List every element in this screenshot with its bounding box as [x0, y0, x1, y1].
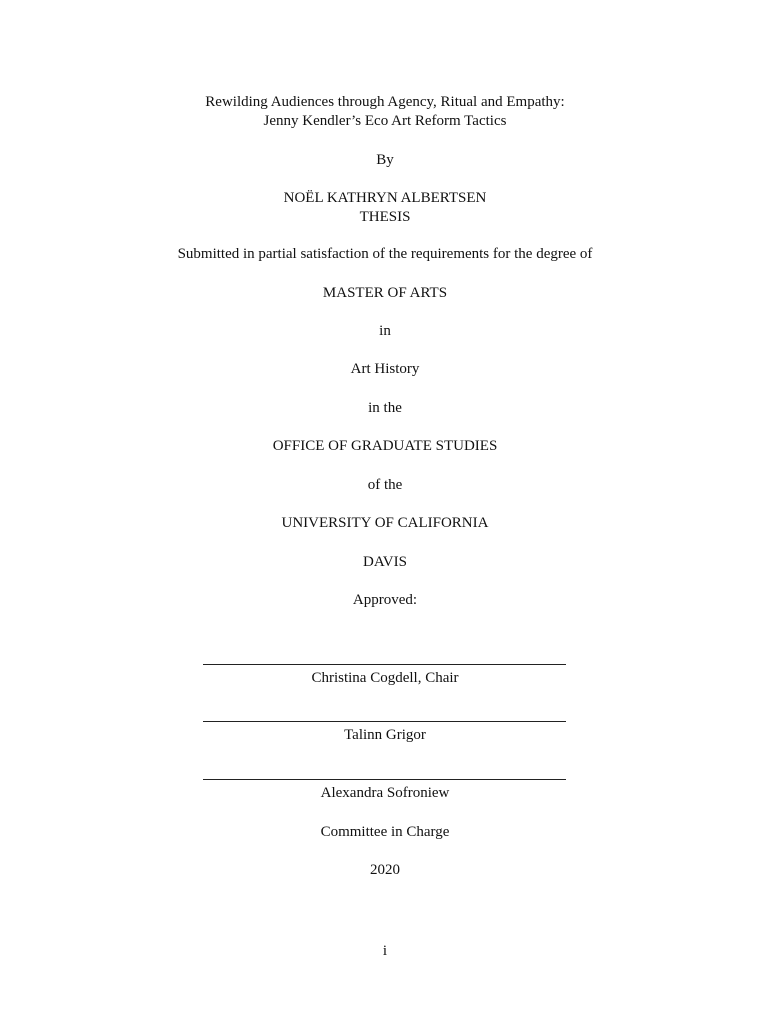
degree-name: MASTER OF ARTS	[322, 285, 448, 301]
of-the-text: of the	[367, 477, 403, 493]
by-label: By	[376, 152, 394, 168]
approved-label: Approved:	[352, 592, 418, 608]
committee-member-chair: Christina Cogdell, Chair	[311, 670, 459, 686]
title-line-1: Rewilding Audiences through Agency, Ritual and Empathy:	[205, 94, 565, 110]
in-the-text: in the	[368, 400, 402, 416]
page-number: i	[382, 943, 388, 959]
committee-member: Alexandra Sofroniew	[320, 785, 450, 801]
signature-line	[203, 779, 566, 780]
campus-name: DAVIS	[363, 554, 407, 570]
signature-line	[203, 664, 566, 665]
signature-line	[203, 721, 566, 722]
author-name: NOËL KATHRYN ALBERTSEN	[283, 190, 487, 206]
committee-label: Committee in Charge	[320, 824, 450, 840]
title-line-2: Jenny Kendler’s Eco Art Reform Tactics	[263, 113, 507, 129]
committee-member: Talinn Grigor	[344, 727, 426, 743]
office-name: OFFICE OF GRADUATE STUDIES	[272, 438, 498, 454]
submission-statement: Submitted in partial satisfaction of the requirements for the degree of	[177, 246, 593, 262]
field-of-study: Art History	[350, 361, 420, 377]
document-type: THESIS	[359, 209, 411, 225]
year: 2020	[370, 862, 400, 878]
university-name: UNIVERSITY OF CALIFORNIA	[281, 515, 489, 531]
in-text: in	[379, 323, 391, 339]
